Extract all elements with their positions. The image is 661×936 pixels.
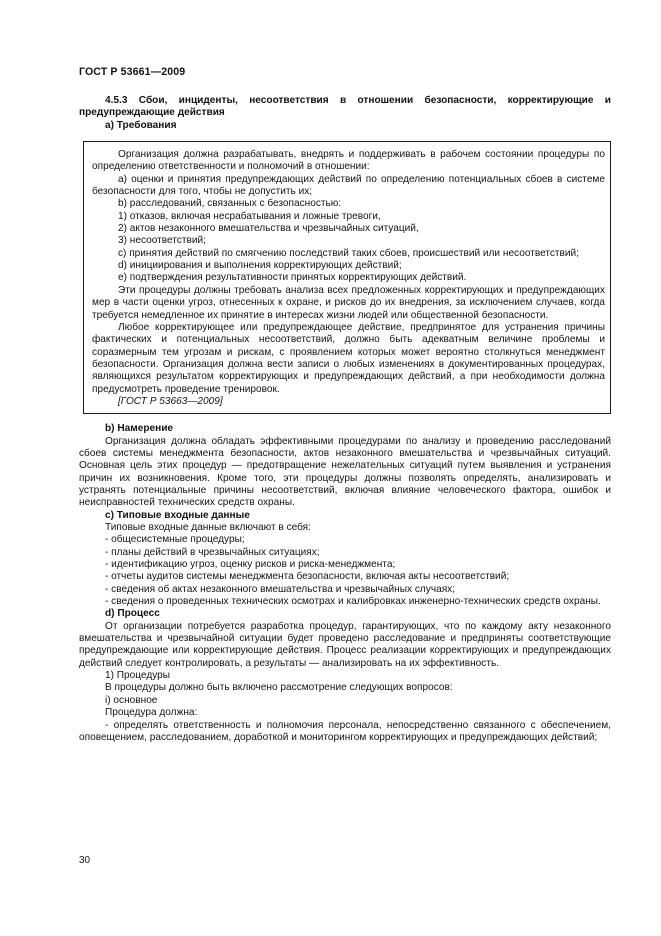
page-content bbox=[79, 95, 611, 744]
page-number: 30 bbox=[79, 855, 91, 866]
section-heading: 4.5.3 Сбои, инциденты, несоответствия в отношении безопасности, корректирующие и предупреждающие действия bbox=[79, 95, 611, 119]
process-heading: d) Процесс bbox=[105, 608, 160, 620]
box-paragraph: Организация должна разрабатывать, внедрять и поддерживать в рабочем состоянии процедуры по определению ответственности и полномочий в отношении: bbox=[92, 149, 605, 173]
box-list-item: 3) несоответствий; bbox=[118, 235, 206, 247]
procedure-list-item: - определять ответственность и полномочия персонала, непосредственно связанного с обеспечением, оповещением, расследованием, доработкой и мониторингом корректирующих и предупреждающих действий; bbox=[79, 719, 611, 743]
intent-paragraph: Организация должна обладать эффективными процедурами по анализу и проведению расследований сбоев системы менеджмента безопасности, актов незаконного вмешательства и чрезвычайных ситуаций. Основная цель этих процедур — предотвращение нежелательных ситуаций путем выявления и устранения причин их возникновения. Кроме того, эти процедуры должны позволять определять, анализировать и устранять потенциальные причины несоответствий, включая влияние человеческого фактора, ошибок и неисправностей технических средств охраны. bbox=[79, 435, 611, 509]
quoted-standard-box bbox=[83, 141, 611, 414]
procedures-intro: В процедуры должно быть включено рассмотрение следующих вопросов: bbox=[105, 682, 453, 694]
box-paragraph: Эти процедуры должны требовать анализа всех предложенных корректирующих и предупреждающих мер в части оценки угроз, отнесенных к охране, и рисков до их внедрения, за исключением случаев, когда требуется немедленное их принятие в интересах жизни людей или общественной безопасности. bbox=[92, 284, 605, 321]
basic-subheading: i) основное bbox=[105, 694, 158, 706]
procedures-subheading: 1) Процедуры bbox=[105, 670, 171, 682]
inputs-intro: Типовые входные данные включают в себя: bbox=[105, 522, 311, 533]
inputs-list-item: - сведения об актах незаконного вмешательства и чрезвычайных случаях; bbox=[105, 583, 456, 595]
box-list-item: 2) актов незаконного вмешательства и чрезвычайных ситуаций, bbox=[118, 223, 419, 235]
box-list-item: а) оценки и принятия предупреждающих действий по определению потенциальных сбоев в системе безопасности для того, чтобы не допустить их; bbox=[92, 173, 605, 198]
inputs-list-item: - идентификацию угроз, оценку рисков и риска-менеджмента; bbox=[105, 559, 396, 571]
box-list-item: d) инициирования и выполнения корректирующих действий; bbox=[118, 260, 402, 272]
box-list-item: e) подтверждения результативности принятых корректирующих действий. bbox=[118, 272, 467, 284]
process-paragraph: От организации потребуется разработка процедур, гарантирующих, что по каждому акту незаконного вмешательства и чрезвычайной ситуации будет проведено расследование и предприняты соответствующие предупреждающие или корректирующие действия. Процесс реализации корректирующих и предупреждающих действий следует контролировать, а результаты — анализировать на их эффективность. bbox=[79, 620, 611, 669]
box-list-item: b) расследований, связанных с безопасностью: bbox=[118, 198, 342, 210]
box-list-item: 1) отказов, включая несрабатывания и ложные тревоги, bbox=[118, 210, 381, 222]
document-header: ГОСТ Р 53661—2009 bbox=[79, 66, 186, 78]
inputs-list-item: - планы действий в чрезвычайных ситуациях; bbox=[105, 546, 320, 558]
requirements-heading: а) Требования bbox=[105, 119, 177, 131]
box-reference: [ГОСТ Р 53663—2009] bbox=[118, 395, 223, 407]
inputs-list-item: - общесистемные процедуры; bbox=[105, 534, 245, 546]
inputs-heading: c) Типовые входные данные bbox=[105, 509, 250, 521]
procedure-must: Процедура должна: bbox=[105, 707, 198, 719]
box-paragraph: Любое корректирующее или предупреждающее действие, предпринятое для устранения причины фактических и потенциальных несоответствий, должно быть адекватным величине проблемы и соразмерным тем угрозам и рискам, с проявлением которых может вероятно столкнуться менеджмент безопасности. Организация должна вести записи о любых изменениях в документированных процедурах, являющихся результатом корректирующих и предупреждающих действий, а при необходимости должна предусмотреть проведение тренировок. bbox=[92, 321, 605, 395]
intent-heading: b) Намерение bbox=[105, 423, 174, 435]
box-list-item: c) принятия действий по смягчению последствий таких сбоев, происшествий или несоответствий; bbox=[118, 247, 579, 259]
inputs-list-item: - сведения о проведенных технических осмотрах и калибровках инженерно-технических средств охраны. bbox=[105, 596, 601, 608]
inputs-list-item: - отчеты аудитов системы менеджмента безопасности, включая акты несоответствий; bbox=[105, 571, 510, 583]
